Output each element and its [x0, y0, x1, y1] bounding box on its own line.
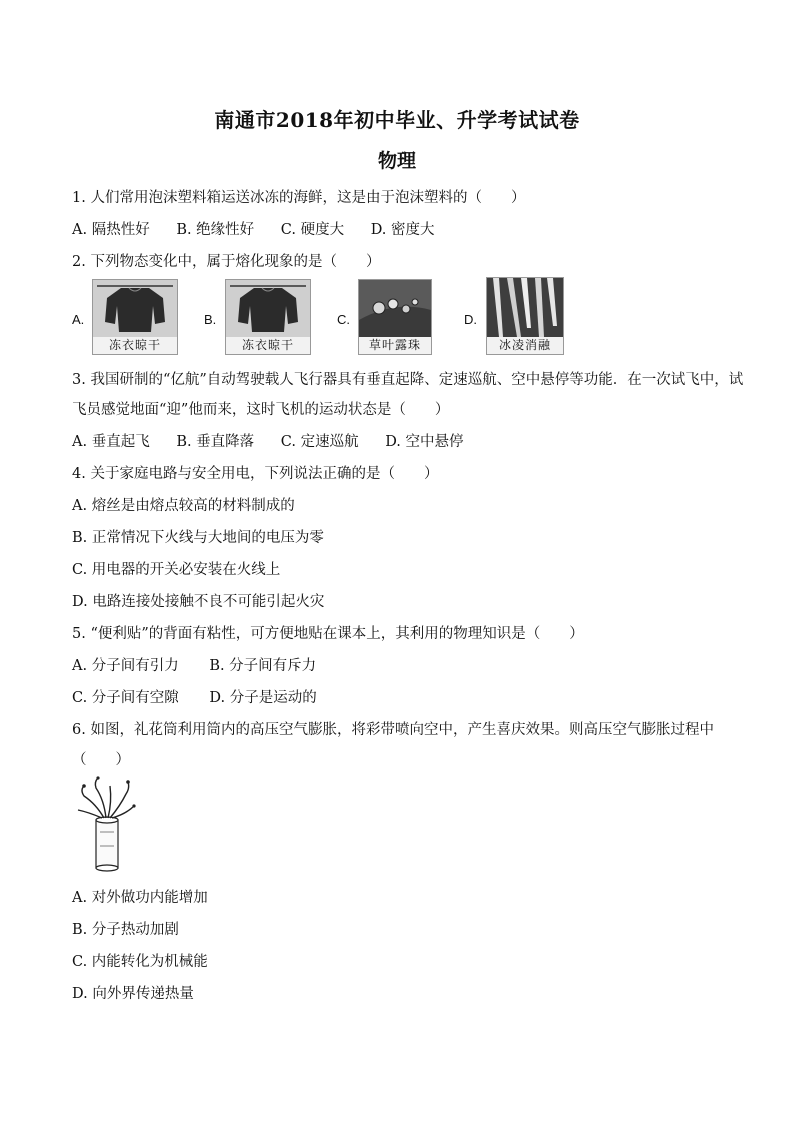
q5-option-b: B. 分子间有斥力 — [209, 658, 317, 674]
question-6-stem-line2: （ ） — [72, 752, 130, 768]
q1-option-d: D. 密度大 — [370, 222, 435, 238]
q1-option-b: B. 绝缘性好 — [176, 222, 255, 238]
q2-label-d: D. — [464, 312, 477, 327]
question-5-stem: 5. “便利贴”的背面有粘性，可方便地贴在课本上，其利用的物理知识是（ ） — [72, 626, 584, 642]
q2-figure-d-icicles-melting — [486, 277, 564, 355]
question-1-options — [72, 218, 457, 239]
question-3-stem-line2: 飞员感觉地面“迎”他而来，这时飞机的运动状态是（ ） — [72, 402, 450, 418]
dew-drops-icon — [359, 280, 431, 337]
q5-option-d: D. 分子是运动的 — [209, 690, 317, 706]
party-popper-icon — [74, 776, 140, 872]
question-4-stem: 4. 关于家庭电路与安全用电，下列说法正确的是（ ） — [72, 466, 439, 482]
q1-option-a: A. 隔热性好 — [72, 222, 150, 238]
exam-subject: 物理 — [377, 150, 416, 172]
q6-option-c: C. 内能转化为机械能 — [72, 954, 208, 970]
q3-option-a: A. 垂直起飞 — [72, 434, 150, 450]
q1-option-c: C. 硬度大 — [280, 222, 345, 238]
q5-option-a: A. 分子间有引力 — [72, 658, 179, 674]
question-3-options — [72, 430, 486, 451]
question-5-options-row1 — [72, 654, 342, 675]
q2-caption-a: 冻衣晾干 — [93, 337, 177, 354]
q4-option-b: B. 正常情况下火线与大地间的电压为零 — [72, 530, 324, 546]
q4-option-d: D. 电路连接处接触不良不可能引起火灾 — [72, 594, 325, 610]
q3-option-b: B. 垂直降落 — [176, 434, 255, 450]
q4-option-c: C. 用电器的开关必安装在火线上 — [72, 562, 281, 578]
q2-label-a: A. — [72, 312, 85, 327]
q2-caption-d: 冰凌消融 — [487, 337, 563, 354]
q5-option-c: C. 分子间有空隙 — [72, 690, 179, 706]
q2-figure-a-frozen-clothes — [92, 279, 178, 355]
q2-figure-b-frozen-clothes — [225, 279, 311, 355]
icicles-icon — [487, 278, 563, 337]
question-3-stem-line1: 3. 我国研制的“亿航”自动驾驶载人飞行器具有垂直起降、定速巡航、空中悬停等功能．在一次试飞中，试 — [72, 372, 744, 388]
q2-caption-c: 草叶露珠 — [359, 337, 431, 354]
q4-option-a: A. 熔丝是由熔点较高的材料制成的 — [72, 498, 295, 514]
sweater-icon — [93, 280, 177, 337]
q6-option-a: A. 对外做功内能增加 — [72, 890, 208, 906]
q2-label-c: C. — [337, 312, 350, 327]
question-1-stem: 1. 人们常用泡沫塑料箱运送冰冻的海鲜，这是由于泡沫塑料的（ ） — [72, 190, 526, 206]
question-6-stem-line1: 6. 如图，礼花筒利用筒内的高压空气膨胀，将彩带喷向空中，产生喜庆效果。则高压空气膨胀过程中 — [72, 722, 714, 738]
sweater-icon — [226, 280, 310, 337]
question-2-stem: 2. 下列物态变化中，属于熔化现象的是（ ） — [72, 254, 381, 270]
q3-option-d: D. 空中悬停 — [385, 434, 464, 450]
q6-option-b: B. 分子热动加剧 — [72, 922, 179, 938]
q6-option-d: D. 向外界传递热量 — [72, 986, 194, 1002]
question-5-options-row2 — [72, 686, 343, 707]
exam-title: 南通市2018年初中毕业、升学考试试卷 — [214, 108, 580, 132]
q2-label-b: B. — [204, 312, 217, 327]
q3-option-c: C. 定速巡航 — [280, 434, 359, 450]
q2-figure-c-dew-drops — [358, 279, 432, 355]
q2-caption-b: 冻衣晾干 — [226, 337, 310, 354]
